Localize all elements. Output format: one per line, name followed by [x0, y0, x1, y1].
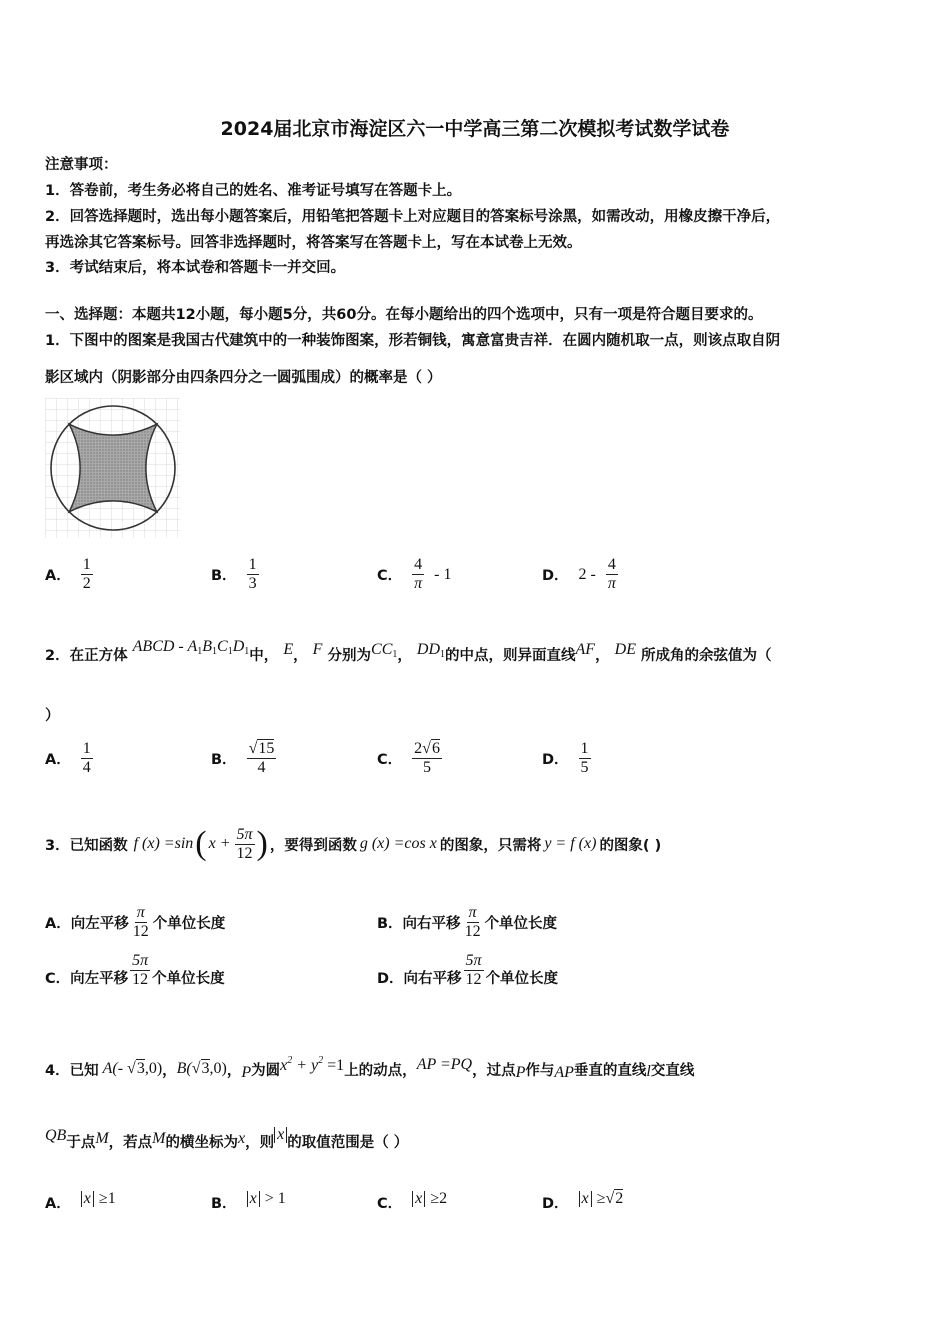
q4-t9: 的横坐标为 — [165, 1134, 238, 1151]
q3-option-a-den: 12 — [132, 923, 149, 940]
q4-comma-2: ， — [226, 1062, 242, 1079]
q1-option-b-den: 3 — [248, 575, 257, 592]
q1-option-b-frac — [247, 556, 259, 593]
q2-close: ） — [45, 708, 60, 724]
q3-option-a[interactable] — [45, 904, 225, 941]
coin-pattern-icon — [45, 398, 180, 538]
q2-cube-main: ABCD - A — [132, 638, 198, 655]
q3-text — [45, 820, 661, 868]
q4-option-b-abs: x — [247, 1191, 260, 1207]
q1-option-c-frac — [412, 556, 424, 593]
q2-comma: ， — [293, 648, 308, 664]
q2-option-b-label: B． — [211, 752, 237, 768]
q3-option-d-label: D．向右平移 — [377, 971, 462, 987]
q4-m-2: M — [152, 1130, 166, 1147]
q1-text-line1: 1．下图中的图案是我国古代建筑中的一种装饰图案，形若铜钱，寓意富贵吉祥．在圆内随机取一点，则该点取自阴 — [45, 333, 781, 349]
q2-option-d-frac — [579, 740, 591, 777]
q4-option-a[interactable] — [45, 1184, 116, 1213]
q1-option-a-den: 2 — [82, 575, 91, 592]
q3-option-b-tail: 个单位长度 — [484, 916, 558, 932]
q3-option-b[interactable] — [377, 904, 557, 941]
notice-item-1: 1．答卷前，考生务必将自己的姓名、准考证号填写在答题卡上。 — [45, 183, 462, 199]
q2-cube — [133, 638, 250, 655]
q2-option-c-radicand: 6 — [431, 740, 440, 757]
q4-p-2: P — [515, 1064, 526, 1081]
q3-option-b-num: π — [468, 904, 477, 921]
q3-lead: 3．已知函数 — [45, 837, 128, 854]
q4-p: P — [241, 1064, 252, 1081]
q2-comma-3: ， — [595, 648, 610, 664]
q4-t5: 垂直的直线 — [573, 1062, 647, 1079]
q2-cc-sub: 1 — [392, 649, 398, 660]
q1-option-a[interactable] — [45, 556, 93, 593]
q4-t6: 交直线 — [650, 1062, 695, 1079]
q3-option-d-tail: 个单位长度 — [485, 971, 559, 987]
q4-a-root: 3 — [136, 1060, 145, 1077]
q2-dd-main: DD — [416, 641, 441, 658]
q4-option-b-rel: > 1 — [264, 1189, 286, 1207]
q4-option-c[interactable] — [377, 1184, 447, 1213]
q4-option-b[interactable] — [211, 1184, 286, 1213]
q3-option-a-frac — [131, 904, 151, 941]
q4-t2: 上的动点， — [344, 1062, 417, 1079]
q4-comma: ， — [162, 1062, 177, 1079]
q4-m: M — [95, 1130, 109, 1147]
q3-option-d-den: 12 — [465, 971, 482, 988]
q3-option-b-den: 12 — [464, 923, 481, 940]
q3-option-c-tail: 个单位长度 — [152, 971, 225, 987]
q4-abs-x: x — [274, 1127, 287, 1143]
q2-option-c-den: 5 — [423, 759, 432, 776]
q4-text-line2 — [45, 1124, 408, 1158]
q2-option-a-num: 1 — [82, 740, 91, 757]
q2-option-a-den: 4 — [82, 759, 91, 776]
q3-paren-open: ( — [195, 825, 207, 862]
q4-text-line1 — [45, 1052, 694, 1086]
q1-option-b-num: 1 — [248, 556, 257, 573]
q4-a-point: A(- √3,0) — [102, 1060, 163, 1077]
q3-option-c-label: C．向左平移 — [45, 971, 129, 987]
q3-option-b-frac — [463, 904, 483, 941]
q1-option-c-den: π — [414, 575, 423, 592]
q2-option-a-label: A． — [45, 752, 71, 768]
q2-option-d-den: 5 — [580, 759, 589, 776]
q2-option-c-label: C． — [377, 752, 403, 768]
q1-text-line2: 影区域内（阴影部分由四条四分之一圆弧围成）的概率是（ ） — [45, 370, 442, 386]
q4-option-a-rel: ≥1 — [98, 1189, 116, 1207]
q2-cube-sub-c: 1 — [227, 646, 233, 657]
coin-pattern-figure — [45, 398, 180, 538]
q2-end: 所成角的余弦值为（ — [641, 648, 772, 664]
q1-option-b[interactable] — [211, 556, 259, 593]
q3-option-c-num: 5π — [132, 952, 149, 969]
q1-option-a-frac — [81, 556, 93, 593]
q4-t11: 的取值范围是（ ） — [287, 1134, 409, 1151]
q2-f: F — [312, 641, 323, 658]
q3-paren-close: ) — [256, 825, 268, 862]
q2-cc-main: CC — [371, 641, 393, 658]
q1-option-a-label: A． — [45, 568, 71, 584]
q2-cube-c: C — [217, 638, 228, 655]
q2-option-c-num: 2√6 — [414, 740, 440, 757]
q4-ap-eq: AP =PQ — [416, 1056, 473, 1073]
q2-mid2: 的中点，则异面直线 — [445, 648, 576, 664]
q4-circle-sq2: 2 — [318, 1055, 324, 1066]
q1-option-d[interactable] — [542, 556, 618, 593]
q4-b-point: B(√3,0) — [176, 1060, 227, 1077]
q3-option-d-frac — [464, 952, 484, 989]
q4-t4: 作与 — [525, 1062, 555, 1079]
q4-option-d-abs: x — [579, 1191, 592, 1207]
q4-option-d[interactable] — [542, 1184, 623, 1213]
q2-option-a-frac — [81, 740, 93, 777]
q2-option-b-den: 4 — [257, 759, 266, 776]
q4-option-d-root: √2 — [605, 1189, 624, 1207]
q2-option-c-frac — [412, 740, 442, 777]
q4-b-open: B( — [176, 1060, 192, 1077]
q4-option-b-label: B． — [211, 1196, 237, 1212]
notice-item-3: 3．考试结束后，将本试卷和答题卡一并交回。 — [45, 260, 346, 276]
q4-circle — [280, 1055, 344, 1075]
q1-option-d-num: 4 — [607, 556, 616, 573]
q2-de: DE — [614, 641, 636, 658]
q3-option-b-label: B．向右平移 — [377, 916, 461, 932]
q4-circle-eq: =1 — [323, 1057, 345, 1074]
q3-f-expr: f (x) =sin — [133, 835, 194, 852]
q2-af: AF — [575, 641, 596, 658]
q3-option-a-num: π — [136, 904, 145, 921]
q4-circle-sq1: 2 — [287, 1055, 293, 1066]
q2-option-c-coef: 2 — [414, 740, 423, 757]
q1-option-c-num: 4 — [414, 556, 423, 573]
q2-resp: 分别为 — [327, 648, 372, 664]
q4-t7: 于点 — [66, 1134, 96, 1151]
notice-item-2-cont: 再选涂其它答案标号。回答非选择题时，将答案写在答题卡上，写在本试卷上无效。 — [45, 235, 582, 251]
q4-b-root: 3 — [201, 1060, 210, 1077]
q4-l: l — [646, 1063, 651, 1080]
q2-mid: 中， — [249, 648, 279, 664]
page-title: 2024届北京市海淀区六一中学高三第二次模拟考试数学试卷 — [220, 118, 730, 140]
q4-option-c-abs: x — [412, 1191, 425, 1207]
q2-option-d[interactable] — [542, 740, 591, 777]
q4-option-d-radicand: 2 — [615, 1189, 624, 1207]
q2-option-b-num: √15 — [248, 740, 275, 757]
notice-heading: 注意事项： — [45, 157, 118, 173]
q4-t3: ，过点 — [472, 1062, 516, 1079]
q3-option-d-num: 5π — [465, 952, 482, 969]
q4-ap: AP — [554, 1064, 574, 1081]
q1-option-b-label: B． — [211, 568, 237, 584]
q3-frac-den: 12 — [236, 844, 253, 862]
q4-option-d-rel: ≥ — [596, 1189, 606, 1207]
q3-option-c-frac — [130, 952, 150, 989]
q2-option-d-num: 1 — [580, 740, 589, 757]
q4-option-b-expr — [247, 1190, 286, 1208]
q2-dd-sub: 1 — [440, 649, 446, 660]
q3-mid: ，要得到函数 — [269, 837, 357, 854]
q4-option-a-abs: x — [81, 1191, 94, 1207]
q4-t10: ，则 — [245, 1134, 275, 1151]
q4-a-open: A(- — [102, 1060, 128, 1077]
q1-option-d-frac — [606, 556, 618, 593]
q2-cube-d: D — [232, 638, 245, 655]
q2-cc — [371, 641, 397, 658]
q2-cube-sub-a: 1 — [197, 646, 203, 657]
q3-option-a-tail: 个单位长度 — [152, 916, 226, 932]
section-heading: 一、选择题：本题共12小题，每小题5分，共60分。在每小题给出的四个选项中，只有一项是符合题目要求的。 — [45, 307, 763, 323]
q1-option-c[interactable] — [377, 556, 452, 593]
q2-e: E — [283, 641, 294, 658]
q1-option-d-den: π — [607, 575, 616, 592]
q2-option-b-radicand: 15 — [258, 740, 275, 757]
q3-frac — [235, 826, 255, 863]
q3-x-plus: x + — [208, 835, 231, 852]
q2-option-b-frac — [247, 740, 277, 777]
notice-item-2: 2．回答选择题时，选出每小题答案后，用铅笔把答题卡上对应题目的答案标号涂黑，如需改动，用橡皮擦干净后， — [45, 209, 781, 225]
q4-option-d-expr — [579, 1190, 624, 1208]
q3-option-a-label: A．向左平移 — [45, 916, 129, 932]
q3-y-expr: y = f (x) — [544, 835, 597, 852]
q4-option-d-label: D． — [542, 1196, 569, 1212]
q2-text-line1 — [45, 638, 772, 666]
q1-option-c-label: C． — [377, 568, 403, 584]
q4-circle-x: x — [280, 1057, 288, 1074]
q2-option-d-label: D． — [542, 752, 569, 768]
q2-option-c[interactable] — [377, 740, 442, 777]
q3-g-expr: g (x) =cos x — [359, 835, 437, 852]
q3-end: 的图象( ) — [599, 837, 662, 854]
q2-cube-sub-b: 1 — [212, 646, 218, 657]
q3-option-c-den: 12 — [132, 971, 149, 988]
q4-option-c-label: C． — [377, 1196, 403, 1212]
q1-option-d-label: D． — [542, 568, 569, 584]
q2-cube-sub-d: 1 — [244, 646, 250, 657]
q4-t8: ，若点 — [108, 1134, 153, 1151]
q1-option-d-prefix: 2 - — [578, 565, 596, 583]
q4-qb: QB — [45, 1127, 67, 1144]
q4-b-close: ,0) — [209, 1060, 227, 1077]
q4-option-a-label: A． — [45, 1196, 71, 1212]
q4-a-close: ,0) — [144, 1060, 163, 1077]
q2-dd — [417, 641, 445, 658]
q3-mid2: 的图象，只需将 — [439, 837, 542, 854]
q1-option-c-suffix: - 1 — [434, 565, 452, 583]
q2-lead: 2．在正方体 — [45, 648, 128, 664]
q2-cube-b: B — [202, 638, 213, 655]
q2-option-b[interactable] — [211, 740, 276, 777]
q4-x: x — [237, 1130, 246, 1147]
q2-option-a[interactable] — [45, 740, 93, 777]
q4-option-a-expr — [81, 1190, 116, 1208]
q4-circle-y: + y — [292, 1057, 319, 1074]
q4-lead: 4．已知 — [45, 1062, 99, 1079]
q4-t1: 为圆 — [251, 1062, 281, 1079]
q4-option-c-rel: ≥2 — [430, 1189, 448, 1207]
q1-option-a-num: 1 — [82, 556, 91, 573]
q2-comma-2: ， — [397, 648, 412, 664]
q3-frac-num: 5π — [236, 825, 253, 843]
q4-option-c-expr — [412, 1190, 447, 1208]
